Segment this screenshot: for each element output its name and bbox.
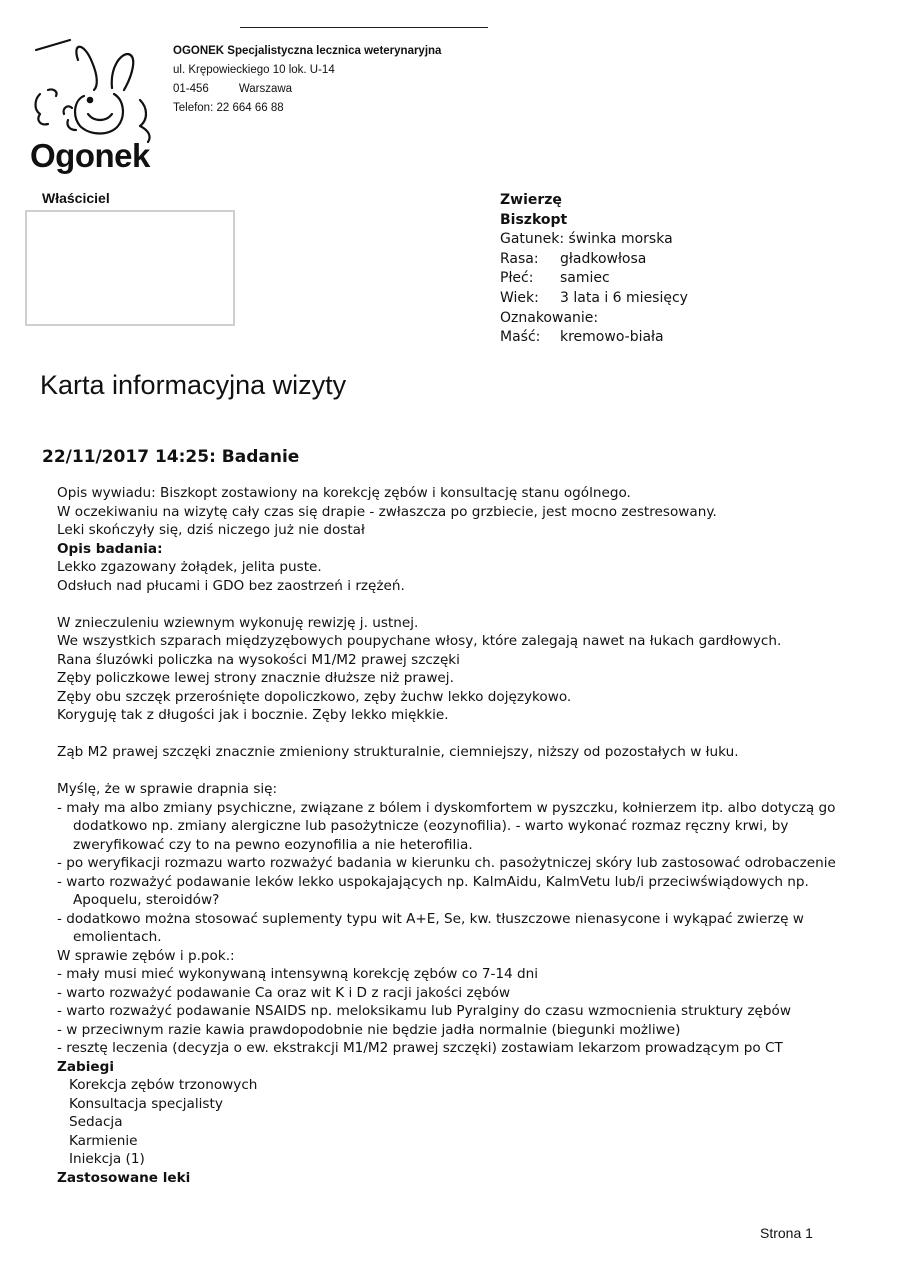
teeth-item: - mały musi mieć wykonywaną intensywną korekcję zębów co 7-14 dni	[57, 966, 539, 982]
clinic-street: ul. Krępowieckiego 10 lok. U-14	[173, 64, 335, 76]
procedure-item: Sedacja	[69, 1114, 123, 1130]
animal-header: Zwierzę	[500, 192, 562, 208]
dental-line: We wszystkich szparach międzyzębowych poupychane włosy, które zalegają nawet na łukach gardłowych.	[57, 633, 782, 649]
itching-intro: Myślę, że w sprawie drapnia się:	[57, 781, 278, 797]
owner-box	[25, 210, 235, 326]
logo-wordmark: Ogonek	[30, 137, 150, 174]
interview-line: Leki skończyły się, dziś niczego już nie dostał	[57, 522, 365, 538]
animal-marking: Oznakowanie:	[500, 309, 599, 326]
clinic-phone: Telefon: 22 664 66 88	[173, 102, 284, 114]
owner-label: Właściciel	[42, 190, 110, 206]
procedure-item: Karmienie	[69, 1132, 138, 1149]
spacer	[57, 725, 847, 744]
teeth-item: - warto rozważyć podawanie NSAIDS np. meloksikamu lub Pyralginy do czasu wzmocnienia struktury zębów	[57, 1003, 791, 1019]
page-number: Strona 1	[760, 1225, 813, 1241]
clinic-city-line	[173, 80, 441, 99]
medications-heading: Zastosowane leki	[57, 1169, 191, 1186]
itching-item: - warto rozważyć podawanie leków lekko uspokajających np. KalmAidu, KalmVetu lub/i przeciwświądowych np. Apoquelu, steroidów?	[57, 873, 809, 908]
age-value: 3 lata i 6 miesięcy	[560, 289, 688, 306]
exam-line: Lekko zgazowany żołądek, jelita puste.	[57, 559, 322, 575]
teeth-item: - resztę leczenia (decyzja o ew. ekstrakcji M1/M2 prawej szczęki) zostawiam lekarzom prowadzącym po CT	[57, 1040, 783, 1056]
color-label: Maść:	[500, 329, 541, 346]
animal-age-row	[500, 289, 688, 309]
interview-line: Opis wywiadu: Biszkopt zostawiony na korekcję zębów i konsultację stanu ogólnego.	[57, 485, 631, 501]
color-value: kremowo-biała	[560, 329, 664, 346]
exam-heading: Opis badania:	[57, 540, 163, 557]
animal-sex-row	[500, 269, 688, 289]
breed-label: Rasa:	[500, 250, 539, 267]
spacer	[57, 595, 847, 614]
clinic-name: OGONEK Specjalistyczna lecznica weterynaryjna	[173, 45, 442, 57]
clinic-info	[173, 42, 441, 118]
spacer	[57, 762, 847, 781]
clinic-postcode: 01-456	[173, 83, 209, 95]
itching-item: - po weryfikacji rozmazu warto rozważyć badania w kierunku ch. pasożytniczej skóry lub zastosować odrobaczenie	[57, 855, 836, 871]
dental-line: Zęby policzkowe lewej strony znacznie dłuższe niż prawej.	[57, 670, 454, 686]
sex-value: samiec	[560, 270, 610, 287]
document-title: Karta informacyjna wizyty	[40, 370, 347, 400]
animal-color-row	[500, 328, 688, 348]
itching-item: - dodatkowo można stosować suplementy typu wit A+E, Se, kw. tłuszczowe nienasycone i wykąpać zwierzę w emolientach.	[57, 910, 804, 945]
dental-line: W znieczuleniu wziewnym wykonuję rewizję j. ustnej.	[57, 614, 419, 631]
procedures-heading: Zabiegi	[57, 1058, 115, 1075]
animal-breed-row	[500, 250, 688, 270]
animal-name: Biszkopt	[500, 211, 568, 228]
exam-line: Odsłuch nad płucami i GDO bez zaostrzeń i rzężeń.	[57, 577, 405, 594]
dental-line: Koryguję tak z długości jak i bocznie. Zęby lekko miękkie.	[57, 707, 449, 723]
teeth-item: - warto rozważyć podawanie Ca oraz wit K i D z racji jakości zębów	[57, 984, 511, 1001]
teeth-item: - w przeciwnym razie kawia prawdopodobnie nie będzie jadła normalnie (biegunki możliwe)	[57, 1021, 681, 1038]
interview-line: W oczekiwaniu na wizytę cały czas się drapie - zwłaszcza po grzbiecie, jest mocno zestresowany.	[57, 503, 717, 520]
procedure-item: Korekcja zębów trzonowych	[69, 1077, 258, 1093]
animal-species: Gatunek: świnka morska	[500, 231, 673, 248]
sex-label: Płeć:	[500, 270, 534, 287]
teeth-intro: W sprawie zębów i p.pok.:	[57, 947, 235, 964]
procedure-item: Iniekcja (1)	[69, 1151, 145, 1167]
dental-line: Rana śluzówki policzka na wysokości M1/M2 prawej szczęki	[57, 651, 460, 668]
clinic-city: Warszawa	[238, 83, 293, 95]
header-rule	[240, 27, 488, 28]
procedure-item: Konsultacja specjalisty	[69, 1095, 223, 1112]
visit-heading: 22/11/2017 14:25: Badanie	[42, 447, 300, 467]
breed-value: gładkowłosa	[560, 250, 647, 267]
itching-item: - mały ma albo zmiany psychiczne, związane z bólem i dyskomfortem w pyszczku, kołnierzem itp. albo dotyczą go dodatkowo np. zmiany alergiczne lub pasożytnicze (eozynofilia). - warto wykonać rozmaz ręczny krwi, by zweryfikować czy to na pewno eozynofilia a nie heterofilia.	[57, 799, 836, 853]
visit-notes	[57, 484, 847, 1187]
tooth-line: Ząb M2 prawej szczęki znacznie zmieniony strukturalnie, ciemniejszy, niższy od pozostałych w łuku.	[57, 744, 739, 760]
animal-info	[500, 191, 688, 348]
dental-line: Zęby obu szczęk przerośnięte dopoliczkowo, zęby żuchw lekko dojęzykowo.	[57, 688, 572, 705]
age-label: Wiek:	[500, 289, 539, 306]
